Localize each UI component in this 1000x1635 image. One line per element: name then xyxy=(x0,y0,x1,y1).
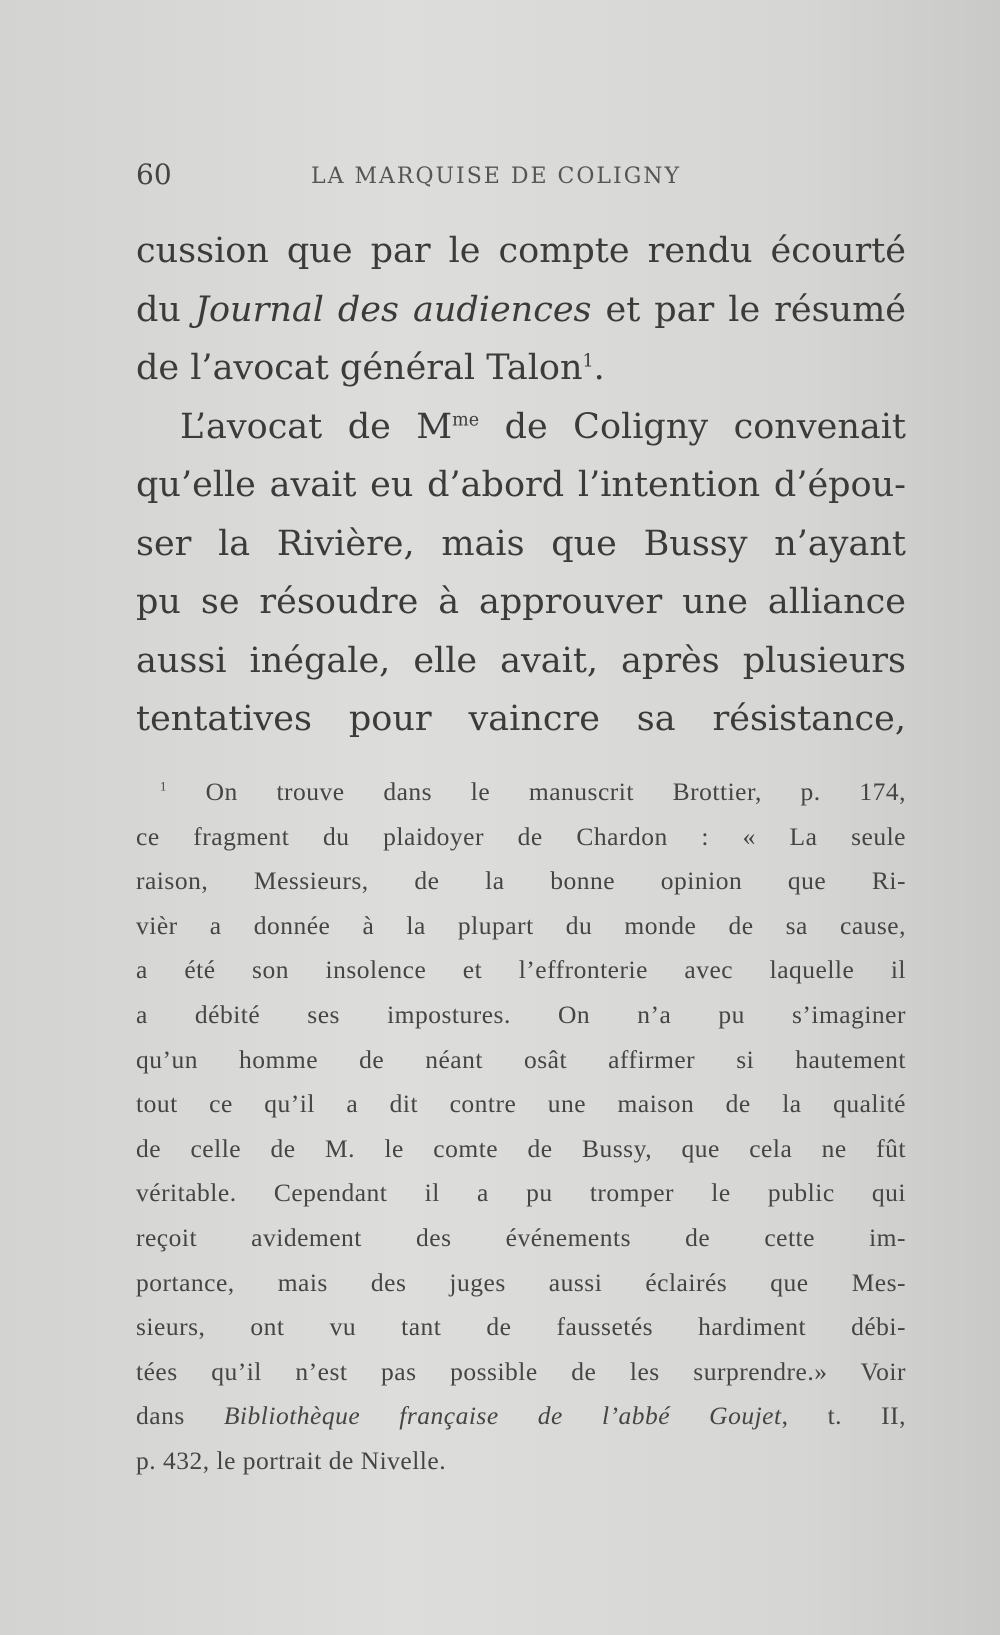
footnote-line: ce fragment du plaidoyer de Chardon : « La seule xyxy=(136,821,906,851)
body-line: aussi inégale, elle avait, après plusieurs xyxy=(136,640,906,681)
text-run: et par le résumé xyxy=(591,289,906,330)
footnote-line: a été son insolence et l’effronterie avec laquelle il xyxy=(136,955,906,985)
body-line xyxy=(136,398,906,457)
text-run: dans xyxy=(136,1401,224,1431)
footnote-line: qu’un homme de néant osât affirmer si hautement xyxy=(136,1044,906,1074)
body-line: tentatives pour vaincre sa résistance, xyxy=(136,699,906,739)
footnote-line: sieurs, ont vu tant de faussetés hardiment débi- xyxy=(136,1312,906,1342)
text-run: de Coligny convenait xyxy=(479,406,906,447)
body-text xyxy=(136,222,906,749)
footnote-line: raison, Messieurs, de la bonne opinion que Ri- xyxy=(136,866,906,896)
footnote-line: de celle de M. le comte de Bussy, que cela ne fût xyxy=(136,1133,906,1163)
footnote-line: vièr a donnée à la plupart du monde de sa cause, xyxy=(136,910,906,940)
footnote-line: véritable. Cependant il a pu tromper le public qui xyxy=(136,1178,906,1208)
footnote xyxy=(136,770,906,1484)
journal-title: Journal des audiences xyxy=(194,289,592,330)
text-run: du xyxy=(136,289,195,330)
footnote-line: tout ce qu’il a dit contre une maison de la qualité xyxy=(136,1089,906,1119)
superscript: me xyxy=(452,409,480,430)
body-line: pu se résoudre à approuver une alliance xyxy=(136,582,906,622)
body-line: cussion que par le compte rendu écourté xyxy=(136,231,906,271)
body-line xyxy=(136,339,906,398)
footnote-reference: 1 xyxy=(582,351,594,372)
footnote-line xyxy=(136,770,906,815)
footnote-line: reçoit avidement des événements de cette im- xyxy=(136,1222,906,1252)
text-run: On trouve dans le manuscrit Brottier, p. 174, xyxy=(166,777,906,806)
body-line: ser la Rivière, mais que Bussy n’ayant xyxy=(136,523,906,564)
text-run: L’avocat de M xyxy=(180,406,453,447)
body-line xyxy=(136,281,906,340)
footnote-line: p. 432, le portrait de Nivelle. xyxy=(136,1445,447,1475)
footnote-line: tées qu’il n’est pas possible de les surprendre.» Voir xyxy=(136,1356,906,1386)
footnote-marker: 1 xyxy=(160,779,167,794)
page-header xyxy=(136,158,906,198)
book-title: Bibliothèque française de l’abbé Goujet xyxy=(223,1401,782,1431)
text-run: . xyxy=(593,348,605,388)
body-line: qu’elle avait eu d’abord l’intention d’épou- xyxy=(136,465,906,505)
running-title: LA MARQUISE DE COLIGNY xyxy=(311,164,682,189)
footnote-line: portance, mais des juges aussi éclairés que Mes- xyxy=(136,1267,906,1297)
page-number: 60 xyxy=(136,158,172,191)
footnote-line: a débité ses impostures. On n’a pu s’imaginer xyxy=(136,999,906,1029)
footnote-line xyxy=(136,1394,906,1439)
text-run: de l’avocat général Talon xyxy=(136,348,583,388)
text-run: , t. II, xyxy=(781,1401,906,1431)
